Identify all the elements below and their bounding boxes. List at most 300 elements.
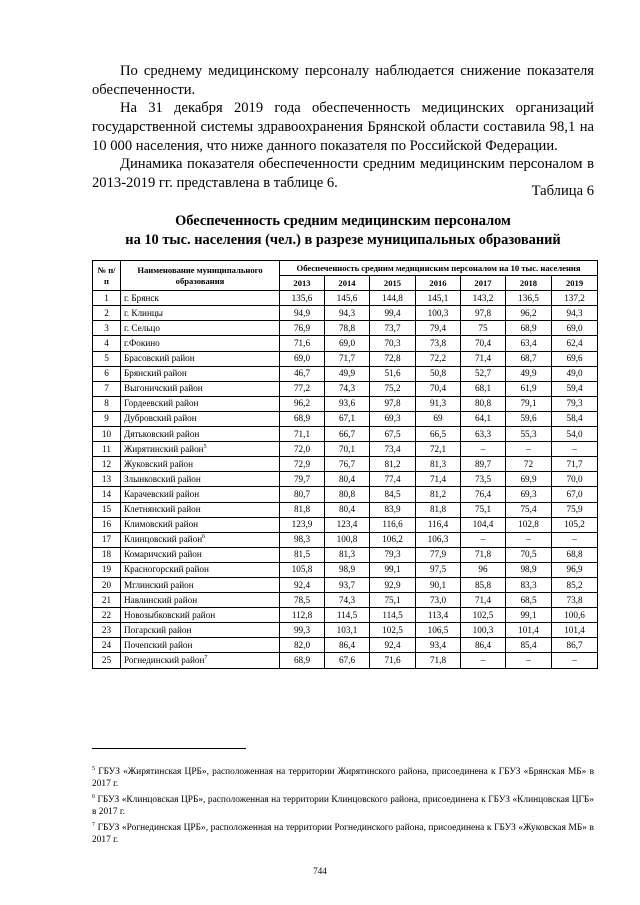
table-row bbox=[93, 472, 598, 487]
header-municipality: Наименование муниципального образования bbox=[121, 261, 280, 291]
row-number: 1 bbox=[93, 291, 121, 306]
value-cell: 101,4 bbox=[552, 623, 598, 638]
value-cell: 59,4 bbox=[552, 381, 598, 396]
value-cell: 100,3 bbox=[461, 623, 506, 638]
municipality-cell bbox=[121, 396, 280, 411]
value-cell: 72,1 bbox=[416, 442, 461, 457]
row-number: 5 bbox=[93, 351, 121, 366]
value-cell: 76,7 bbox=[325, 457, 370, 472]
value-cell: 102,5 bbox=[461, 608, 506, 623]
table-row bbox=[93, 396, 598, 411]
municipality-name: Брянский район bbox=[124, 368, 187, 379]
value-cell: 81,3 bbox=[325, 547, 370, 562]
header-year: 2016 bbox=[416, 276, 461, 291]
value-cell: 80,8 bbox=[325, 487, 370, 502]
value-cell: 96,2 bbox=[280, 396, 325, 411]
table-row bbox=[93, 638, 598, 653]
value-cell: 67,1 bbox=[325, 411, 370, 426]
value-cell: 81,3 bbox=[416, 457, 461, 472]
value-cell: 76,9 bbox=[280, 321, 325, 336]
value-cell: 100,6 bbox=[552, 608, 598, 623]
municipality-cell bbox=[121, 381, 280, 396]
municipality-cell bbox=[121, 321, 280, 336]
value-cell: 72,8 bbox=[370, 351, 416, 366]
value-cell: 78,5 bbox=[280, 593, 325, 608]
table-row bbox=[93, 608, 598, 623]
value-cell: 71,6 bbox=[370, 653, 416, 668]
municipality-name: Новозыбковский район bbox=[124, 609, 216, 620]
footnote bbox=[92, 766, 594, 791]
value-cell: 75,1 bbox=[461, 502, 506, 517]
value-cell: 81,8 bbox=[416, 502, 461, 517]
value-cell: 90,1 bbox=[416, 577, 461, 592]
table-title-line-1: Обеспеченность средним медицинским персоналом bbox=[175, 213, 511, 229]
municipality-cell bbox=[121, 306, 280, 321]
footnote-reference: 5 bbox=[203, 443, 207, 450]
value-cell: 72 bbox=[506, 457, 552, 472]
municipality-cell bbox=[121, 427, 280, 442]
municipality-cell bbox=[121, 547, 280, 562]
municipality-cell bbox=[121, 487, 280, 502]
row-number: 20 bbox=[93, 577, 121, 592]
value-cell: 116,4 bbox=[416, 517, 461, 532]
row-number: 12 bbox=[93, 457, 121, 472]
value-cell: 69,0 bbox=[325, 336, 370, 351]
value-cell: 73,7 bbox=[370, 321, 416, 336]
municipality-name: Дятьковский район bbox=[124, 428, 200, 439]
value-cell: – bbox=[552, 532, 598, 547]
value-cell: 70,3 bbox=[370, 336, 416, 351]
value-cell: 92,4 bbox=[370, 638, 416, 653]
value-cell: 96,2 bbox=[506, 306, 552, 321]
municipality-name: г. Брянск bbox=[124, 292, 159, 303]
table-row bbox=[93, 577, 598, 592]
table-row bbox=[93, 593, 598, 608]
value-cell: 77,4 bbox=[370, 472, 416, 487]
value-cell: 105,8 bbox=[280, 562, 325, 577]
value-cell: 83,3 bbox=[506, 577, 552, 592]
value-cell: 112,8 bbox=[280, 608, 325, 623]
table-row bbox=[93, 623, 598, 638]
table-row bbox=[93, 336, 598, 351]
value-cell: 96,9 bbox=[552, 562, 598, 577]
value-cell: 63,3 bbox=[461, 427, 506, 442]
value-cell: 80,8 bbox=[461, 396, 506, 411]
value-cell: – bbox=[461, 532, 506, 547]
value-cell: 75,1 bbox=[370, 593, 416, 608]
row-number: 24 bbox=[93, 638, 121, 653]
value-cell: 70,1 bbox=[325, 442, 370, 457]
value-cell: 113,4 bbox=[416, 608, 461, 623]
value-cell: 83,9 bbox=[370, 502, 416, 517]
value-cell: 114,5 bbox=[325, 608, 370, 623]
municipality-cell bbox=[121, 442, 280, 457]
value-cell: 75,4 bbox=[506, 502, 552, 517]
value-cell: 70,5 bbox=[506, 547, 552, 562]
value-cell: 105,2 bbox=[552, 517, 598, 532]
value-cell: 61,9 bbox=[506, 381, 552, 396]
value-cell: 106,5 bbox=[416, 623, 461, 638]
value-cell: 69,0 bbox=[552, 321, 598, 336]
row-number: 25 bbox=[93, 653, 121, 668]
value-cell: 94,3 bbox=[325, 306, 370, 321]
value-cell: 99,4 bbox=[370, 306, 416, 321]
row-number: 9 bbox=[93, 411, 121, 426]
value-cell: – bbox=[506, 442, 552, 457]
value-cell: 64,1 bbox=[461, 411, 506, 426]
value-cell: 103,1 bbox=[325, 623, 370, 638]
header-year: 2013 bbox=[280, 276, 325, 291]
value-cell: – bbox=[461, 653, 506, 668]
row-number: 6 bbox=[93, 366, 121, 381]
municipality-name: Клинцовский район bbox=[124, 534, 203, 545]
header-number: № п/п bbox=[93, 261, 121, 291]
municipality-name: Мглинский район bbox=[124, 579, 194, 590]
value-cell: 68,1 bbox=[461, 381, 506, 396]
footnote-mark: 7 bbox=[92, 821, 95, 828]
header-year: 2017 bbox=[461, 276, 506, 291]
value-cell: 76,4 bbox=[461, 487, 506, 502]
value-cell: 136,5 bbox=[506, 291, 552, 306]
table-title bbox=[92, 212, 594, 250]
value-cell: 82,0 bbox=[280, 638, 325, 653]
municipality-name: Злынковский район bbox=[124, 473, 201, 484]
row-number: 10 bbox=[93, 427, 121, 442]
value-cell: 71,1 bbox=[280, 427, 325, 442]
municipality-name: г.Фокино bbox=[124, 338, 160, 349]
header-year: 2019 bbox=[552, 276, 598, 291]
value-cell: 51,6 bbox=[370, 366, 416, 381]
value-cell: 92,4 bbox=[280, 577, 325, 592]
value-cell: 73,0 bbox=[416, 593, 461, 608]
value-cell: 80,4 bbox=[325, 472, 370, 487]
footnote-separator bbox=[92, 748, 246, 749]
value-cell: 46,7 bbox=[280, 366, 325, 381]
header-provision-group: Обеспеченность средним медицинским персоналом на 10 тыс. населения bbox=[280, 261, 598, 276]
value-cell: 67,0 bbox=[552, 487, 598, 502]
header-year: 2014 bbox=[325, 276, 370, 291]
value-cell: 79,1 bbox=[506, 396, 552, 411]
value-cell: 93,4 bbox=[416, 638, 461, 653]
municipality-cell bbox=[121, 593, 280, 608]
value-cell: 79,7 bbox=[280, 472, 325, 487]
value-cell: 79,3 bbox=[370, 547, 416, 562]
value-cell: 86,4 bbox=[461, 638, 506, 653]
table-row bbox=[93, 517, 598, 532]
value-cell: 59,6 bbox=[506, 411, 552, 426]
value-cell: 67,5 bbox=[370, 427, 416, 442]
value-cell: 55,3 bbox=[506, 427, 552, 442]
value-cell: 75,9 bbox=[552, 502, 598, 517]
row-number: 14 bbox=[93, 487, 121, 502]
municipality-name: Климовский район bbox=[124, 519, 199, 530]
value-cell: 100,8 bbox=[325, 532, 370, 547]
value-cell: 144,8 bbox=[370, 291, 416, 306]
municipality-cell bbox=[121, 653, 280, 668]
value-cell: 54,0 bbox=[552, 427, 598, 442]
value-cell: 98,9 bbox=[325, 562, 370, 577]
table-row bbox=[93, 532, 598, 547]
table-row bbox=[93, 411, 598, 426]
footnote-reference: 6 bbox=[202, 534, 206, 541]
row-number: 3 bbox=[93, 321, 121, 336]
footnote-text: ГБУЗ «Рогнединская ЦРБ», расположенная на территории Рогнединского района, присоединена к ГБУЗ «Жуковская МБ» в 2017 г. bbox=[92, 823, 594, 846]
table-row bbox=[93, 366, 598, 381]
value-cell: 86,4 bbox=[325, 638, 370, 653]
row-number: 13 bbox=[93, 472, 121, 487]
row-number: 8 bbox=[93, 396, 121, 411]
row-number: 21 bbox=[93, 593, 121, 608]
value-cell: 50,8 bbox=[416, 366, 461, 381]
value-cell: 69,3 bbox=[506, 487, 552, 502]
value-cell: 63,4 bbox=[506, 336, 552, 351]
value-cell: – bbox=[506, 532, 552, 547]
municipality-cell bbox=[121, 366, 280, 381]
municipality-name: Комаричский район bbox=[124, 549, 202, 560]
table-row bbox=[93, 291, 598, 306]
value-cell: 99,1 bbox=[370, 562, 416, 577]
municipality-name: Гордеевский район bbox=[124, 398, 199, 409]
value-cell: 99,1 bbox=[506, 608, 552, 623]
value-cell: 106,3 bbox=[416, 532, 461, 547]
table-row bbox=[93, 381, 598, 396]
value-cell: 49,9 bbox=[325, 366, 370, 381]
value-cell: 81,2 bbox=[416, 487, 461, 502]
value-cell: 85,2 bbox=[552, 577, 598, 592]
value-cell: 102,5 bbox=[370, 623, 416, 638]
value-cell: 68,8 bbox=[552, 547, 598, 562]
value-cell: 71,7 bbox=[552, 457, 598, 472]
value-cell: 77,2 bbox=[280, 381, 325, 396]
footnote bbox=[92, 822, 594, 847]
value-cell: 97,8 bbox=[370, 396, 416, 411]
row-number: 22 bbox=[93, 608, 121, 623]
municipality-name: Красногорский район bbox=[124, 564, 209, 575]
table-row bbox=[93, 547, 598, 562]
value-cell: 116,6 bbox=[370, 517, 416, 532]
value-cell: 101,4 bbox=[506, 623, 552, 638]
value-cell: 71,4 bbox=[461, 593, 506, 608]
value-cell: 66,7 bbox=[325, 427, 370, 442]
value-cell: 74,3 bbox=[325, 593, 370, 608]
value-cell: 73,8 bbox=[416, 336, 461, 351]
paragraph-3: Динамика показателя обеспеченности средним медицинским персоналом в 2013-2019 гг. представлена в таблице 6. bbox=[92, 156, 594, 191]
value-cell: 75 bbox=[461, 321, 506, 336]
value-cell: 69,9 bbox=[506, 472, 552, 487]
value-cell: 68,9 bbox=[506, 321, 552, 336]
value-cell: 81,2 bbox=[370, 457, 416, 472]
table-title-line-2: на 10 тыс. населения (чел.) в разрезе муниципальных образований bbox=[125, 232, 561, 248]
value-cell: 69,0 bbox=[280, 351, 325, 366]
value-cell: 114,5 bbox=[370, 608, 416, 623]
table-row bbox=[93, 442, 598, 457]
value-cell: 68,7 bbox=[506, 351, 552, 366]
value-cell: 71,6 bbox=[280, 336, 325, 351]
value-cell: 99,3 bbox=[280, 623, 325, 638]
value-cell: 66,5 bbox=[416, 427, 461, 442]
value-cell: 97,8 bbox=[461, 306, 506, 321]
value-cell: 145,1 bbox=[416, 291, 461, 306]
municipality-cell bbox=[121, 291, 280, 306]
row-number: 15 bbox=[93, 502, 121, 517]
value-cell: 98,3 bbox=[280, 532, 325, 547]
row-number: 7 bbox=[93, 381, 121, 396]
value-cell: 72,2 bbox=[416, 351, 461, 366]
value-cell: 81,8 bbox=[280, 502, 325, 517]
value-cell: 70,4 bbox=[416, 381, 461, 396]
value-cell: – bbox=[552, 442, 598, 457]
value-cell: 71,8 bbox=[461, 547, 506, 562]
value-cell: 69,3 bbox=[370, 411, 416, 426]
header-year: 2015 bbox=[370, 276, 416, 291]
value-cell: 145,6 bbox=[325, 291, 370, 306]
value-cell: 79,4 bbox=[416, 321, 461, 336]
value-cell: 72,9 bbox=[280, 457, 325, 472]
row-number: 11 bbox=[93, 442, 121, 457]
value-cell: 135,6 bbox=[280, 291, 325, 306]
municipality-name: Почепский район bbox=[124, 639, 193, 650]
value-cell: – bbox=[552, 653, 598, 668]
value-cell: 67,6 bbox=[325, 653, 370, 668]
value-cell: – bbox=[506, 653, 552, 668]
value-cell: 100,3 bbox=[416, 306, 461, 321]
value-cell: 49,9 bbox=[506, 366, 552, 381]
value-cell: 70,0 bbox=[552, 472, 598, 487]
value-cell: 106,2 bbox=[370, 532, 416, 547]
municipality-name: Жуковский район bbox=[124, 458, 194, 469]
row-number: 2 bbox=[93, 306, 121, 321]
paragraph-1: По среднему медицинскому персоналу наблюдается снижение показателя обеспеченности. bbox=[92, 63, 594, 98]
value-cell: 94,3 bbox=[552, 306, 598, 321]
value-cell: 72,0 bbox=[280, 442, 325, 457]
municipality-cell bbox=[121, 608, 280, 623]
footnote-reference: 7 bbox=[204, 654, 208, 661]
value-cell: 80,7 bbox=[280, 487, 325, 502]
value-cell: 78,8 bbox=[325, 321, 370, 336]
municipality-cell bbox=[121, 532, 280, 547]
value-cell: 104,4 bbox=[461, 517, 506, 532]
municipality-cell bbox=[121, 472, 280, 487]
value-cell: 77,9 bbox=[416, 547, 461, 562]
value-cell: 97,5 bbox=[416, 562, 461, 577]
table-row bbox=[93, 653, 598, 668]
municipality-name: Клетнянский район bbox=[124, 504, 201, 515]
row-number: 19 bbox=[93, 562, 121, 577]
value-cell: 89,7 bbox=[461, 457, 506, 472]
value-cell: 49,0 bbox=[552, 366, 598, 381]
municipality-cell bbox=[121, 517, 280, 532]
value-cell: 80,4 bbox=[325, 502, 370, 517]
value-cell: 75,2 bbox=[370, 381, 416, 396]
municipality-cell bbox=[121, 351, 280, 366]
value-cell: 73,5 bbox=[461, 472, 506, 487]
value-cell: 68,9 bbox=[280, 653, 325, 668]
value-cell: 102,8 bbox=[506, 517, 552, 532]
municipality-cell bbox=[121, 457, 280, 472]
value-cell: 58,4 bbox=[552, 411, 598, 426]
municipality-cell bbox=[121, 577, 280, 592]
table-row bbox=[93, 487, 598, 502]
value-cell: 71,7 bbox=[325, 351, 370, 366]
municipality-name: Карачевский район bbox=[124, 488, 200, 499]
row-number: 17 bbox=[93, 532, 121, 547]
row-number: 16 bbox=[93, 517, 121, 532]
value-cell: 69,6 bbox=[552, 351, 598, 366]
value-cell: 73,8 bbox=[552, 593, 598, 608]
municipality-cell bbox=[121, 623, 280, 638]
value-cell: 96 bbox=[461, 562, 506, 577]
value-cell: 123,4 bbox=[325, 517, 370, 532]
row-number: 23 bbox=[93, 623, 121, 638]
value-cell: 137,2 bbox=[552, 291, 598, 306]
value-cell: 71,8 bbox=[416, 653, 461, 668]
value-cell: 98,9 bbox=[506, 562, 552, 577]
table-row bbox=[93, 321, 598, 336]
value-cell: 86,7 bbox=[552, 638, 598, 653]
municipality-cell bbox=[121, 502, 280, 517]
value-cell: 94,9 bbox=[280, 306, 325, 321]
municipality-cell bbox=[121, 638, 280, 653]
value-cell: 68,9 bbox=[280, 411, 325, 426]
municipality-name: Брасовский район bbox=[124, 353, 195, 364]
municipality-name: Выгоничский район bbox=[124, 383, 203, 394]
paragraph-2: На 31 декабря 2019 года обеспеченность медицинских организаций государственной системы здравоохранения Брянской области составила 98,1 на 10 000 населения, что ниже данного показателя по Российской Федерации. bbox=[92, 100, 594, 154]
table-row bbox=[93, 502, 598, 517]
municipality-name: Навлинский район bbox=[124, 594, 198, 605]
footnote-mark: 6 bbox=[92, 793, 95, 800]
value-cell: 74,3 bbox=[325, 381, 370, 396]
row-number: 4 bbox=[93, 336, 121, 351]
value-cell: 62,4 bbox=[552, 336, 598, 351]
value-cell: 93,6 bbox=[325, 396, 370, 411]
table-row bbox=[93, 306, 598, 321]
municipality-name: Рогнединский район bbox=[124, 654, 205, 665]
municipality-name: г. Сельцо bbox=[124, 322, 160, 333]
table-row bbox=[93, 562, 598, 577]
value-cell: 68,5 bbox=[506, 593, 552, 608]
footnote-mark: 5 bbox=[92, 765, 95, 772]
municipality-name: Дубровский район bbox=[124, 413, 197, 424]
municipality-cell bbox=[121, 336, 280, 351]
value-cell: 84,5 bbox=[370, 487, 416, 502]
value-cell: 71,4 bbox=[416, 472, 461, 487]
value-cell: 73,4 bbox=[370, 442, 416, 457]
value-cell: – bbox=[461, 442, 506, 457]
value-cell: 91,3 bbox=[416, 396, 461, 411]
municipality-cell bbox=[121, 562, 280, 577]
value-cell: 81,5 bbox=[280, 547, 325, 562]
footnote bbox=[92, 794, 594, 819]
value-cell: 71,4 bbox=[461, 351, 506, 366]
table-row bbox=[93, 351, 598, 366]
value-cell: 93,7 bbox=[325, 577, 370, 592]
table-row bbox=[93, 457, 598, 472]
provision-table bbox=[92, 260, 598, 669]
value-cell: 79,3 bbox=[552, 396, 598, 411]
table-row bbox=[93, 427, 598, 442]
value-cell: 123,9 bbox=[280, 517, 325, 532]
value-cell: 143,2 bbox=[461, 291, 506, 306]
header-year: 2018 bbox=[506, 276, 552, 291]
value-cell: 70,4 bbox=[461, 336, 506, 351]
municipality-name: Погарский район bbox=[124, 624, 192, 635]
value-cell: 85,8 bbox=[461, 577, 506, 592]
page-number: 744 bbox=[313, 866, 327, 876]
table-body bbox=[93, 291, 598, 668]
municipality-name: Жирятинский район bbox=[124, 443, 204, 454]
value-cell: 69 bbox=[416, 411, 461, 426]
value-cell: 92,9 bbox=[370, 577, 416, 592]
